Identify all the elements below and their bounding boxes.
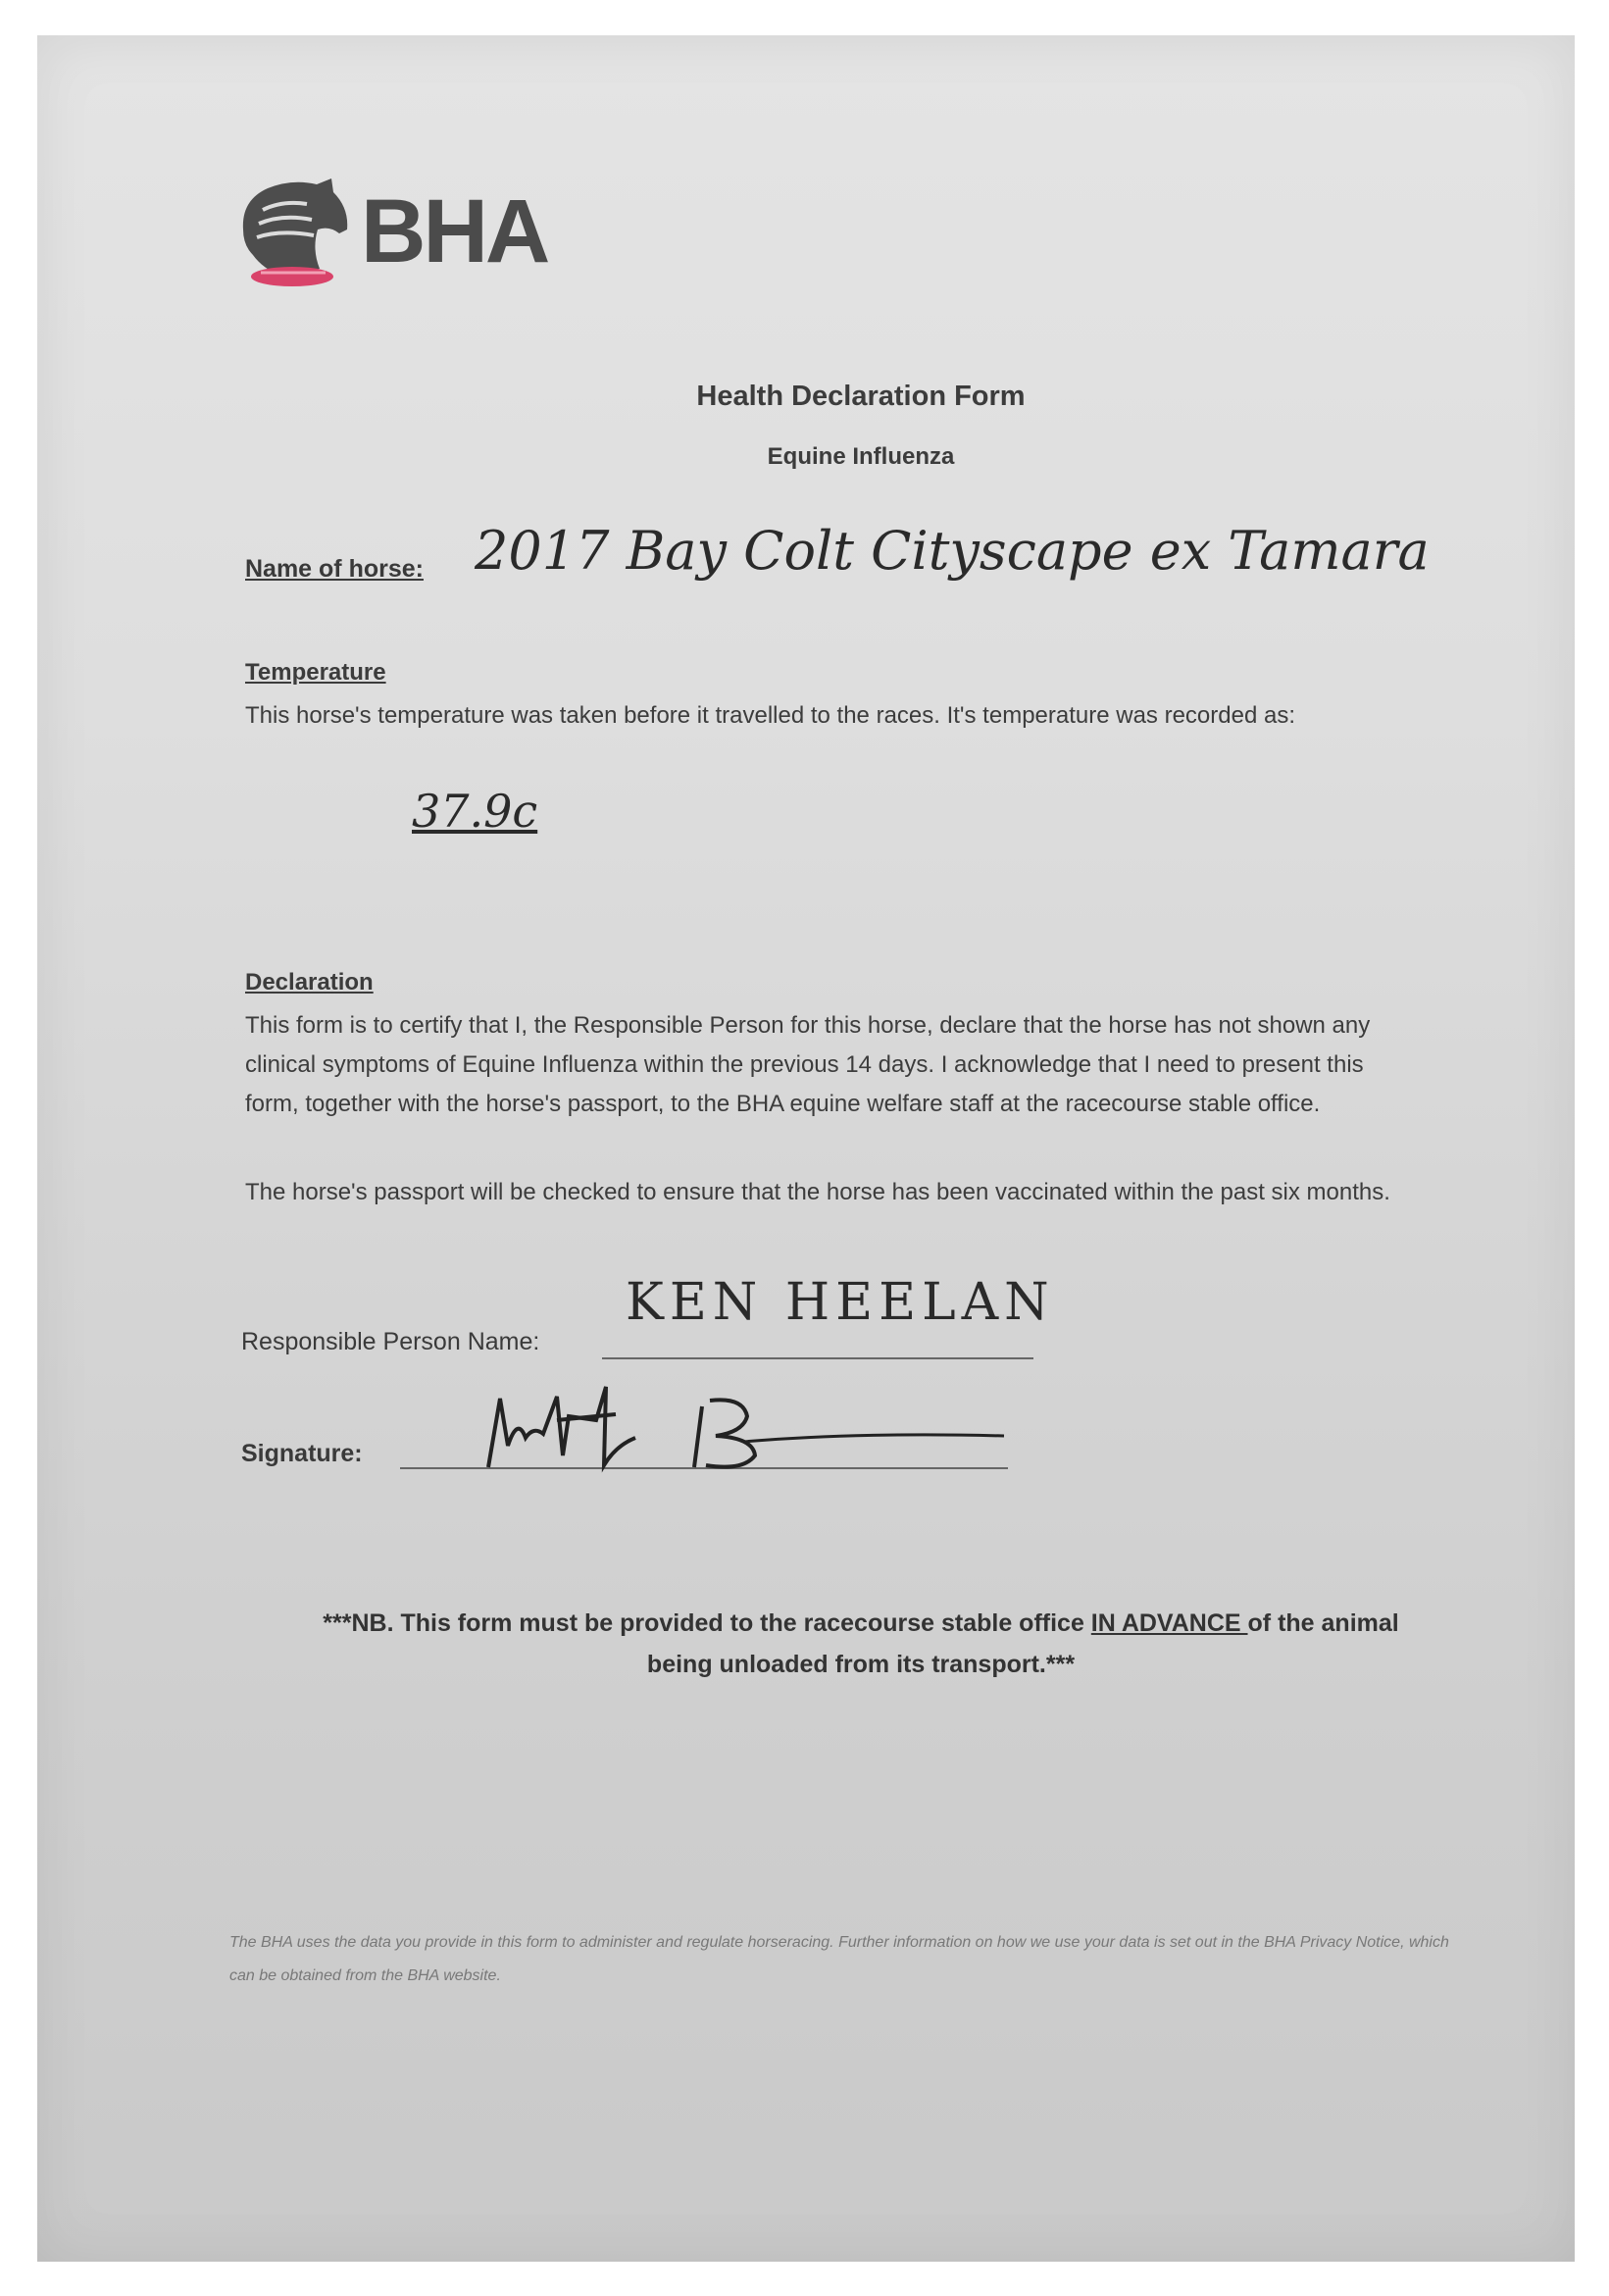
form-subtitle: Equine Influenza [767, 443, 955, 470]
advance-notice [292, 1603, 1430, 1685]
form-sheet [37, 35, 1575, 2262]
declaration-paragraph-1: This form is to certify that I, the Responsible Person for this horse, declare that the horse has not shown any clinical symptoms of Equine Influenza within the previous 14 days. I acknowledge that I need to present this form, together with the horse's passport, to the BHA equine welfare staff at the racecourse stable office. [245, 1012, 1371, 1117]
responsible-person-line [602, 1357, 1033, 1359]
form-title: Health Declaration Form [696, 381, 1026, 412]
notice-part-2: of the animal being unloaded from its transport.*** [646, 1609, 1399, 1678]
logo-text: BHA [361, 181, 548, 281]
horse-name-value: 2017 Bay Colt Cityscape ex Tamara [475, 520, 1430, 582]
responsible-person-label: Responsible Person Name: [241, 1328, 540, 1355]
temperature-heading: Temperature [245, 659, 386, 686]
horse-name-label: Name of horse: [245, 555, 424, 583]
notice-emphasis: IN ADVANCE [1090, 1609, 1248, 1637]
privacy-footer: The BHA uses the data you provide in this form to administer and regulate horseracing. Further information on how we use your data is set out in the BHA Privacy Notice, which can be obtained from the BHA website. [229, 1934, 1449, 1984]
responsible-person-value: KEN HEELAN [626, 1273, 1055, 1332]
temperature-text: This horse's temperature was taken before it travelled to the races. It's temperature was recorded as: [245, 702, 1295, 729]
signature-image [449, 1377, 1018, 1485]
bha-logo [224, 171, 557, 298]
signature-label: Signature: [241, 1440, 363, 1467]
declaration-heading: Declaration [245, 969, 374, 995]
horse-head-icon [224, 171, 361, 298]
notice-part-1: ***NB. This form must be provided to the racecourse stable office [323, 1609, 1091, 1637]
temperature-value: 37.9c [412, 785, 538, 838]
declaration-paragraph-2: The horse's passport will be checked to ensure that the horse has been vaccinated within the past six months. [245, 1179, 1390, 1205]
